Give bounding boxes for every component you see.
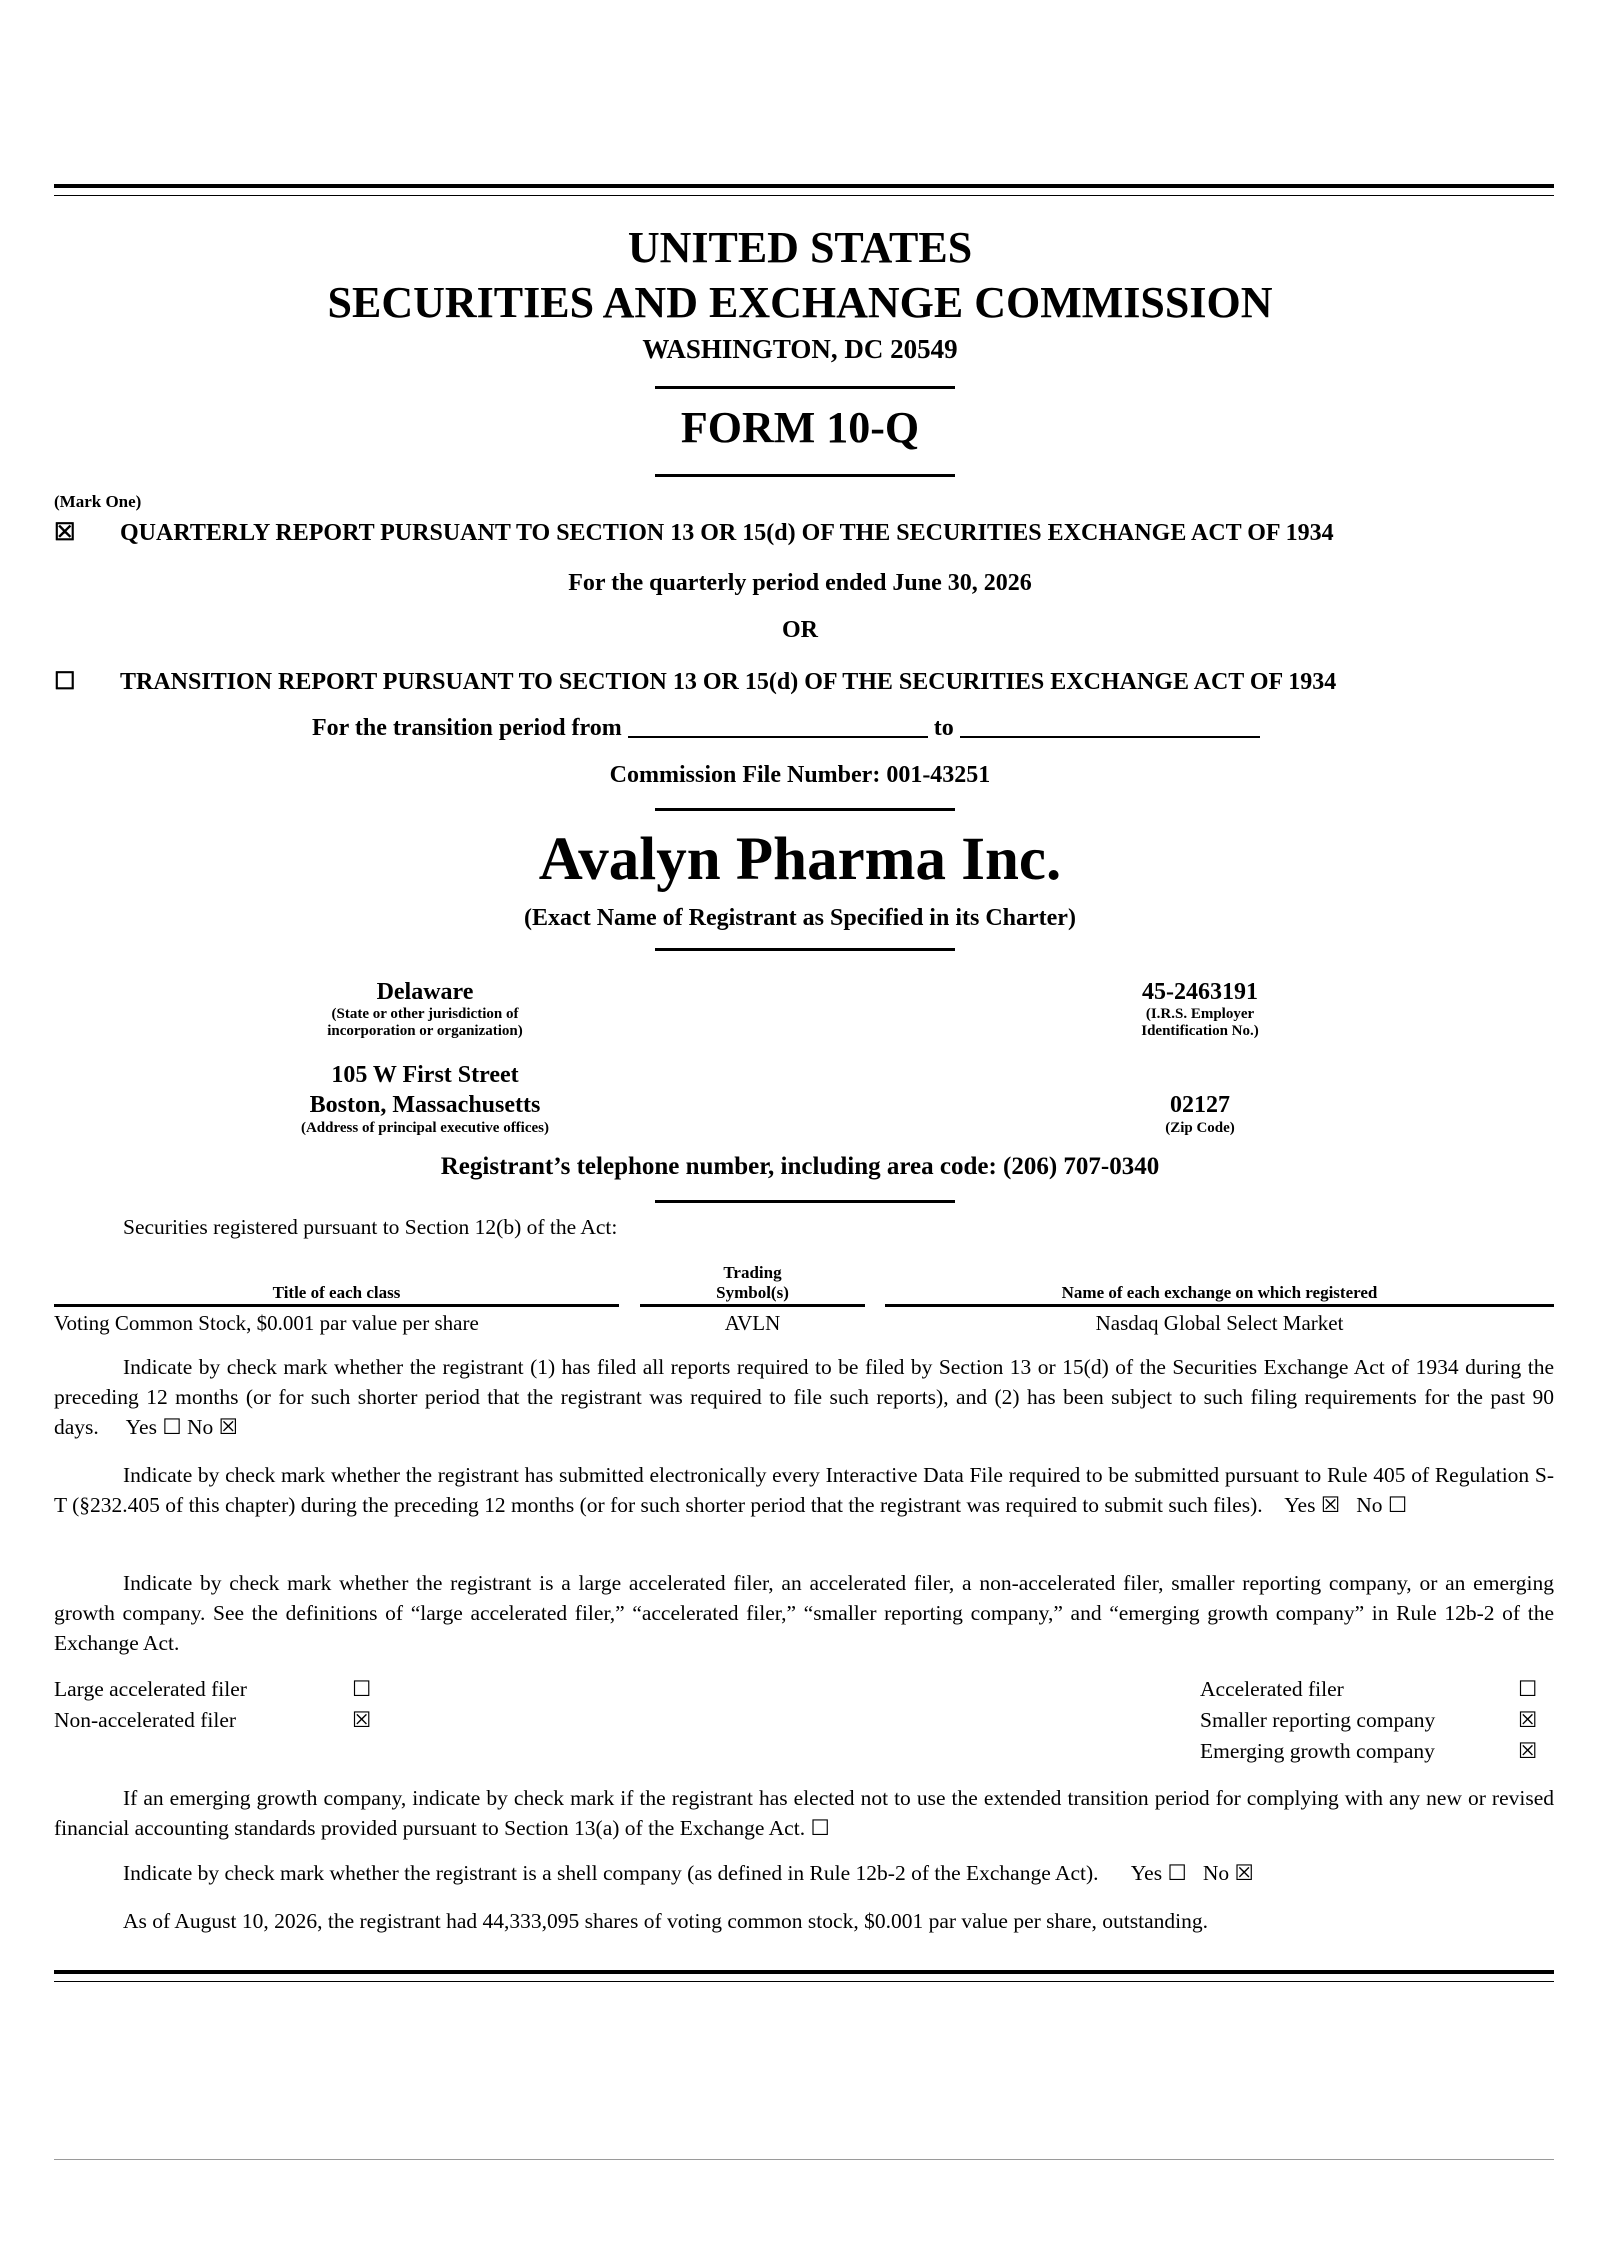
paragraph-shares-outstanding: As of August 10, 2026, the registrant had 44,333,095 shares of voting common stock, $0.001 par value per share, outstanding.: [123, 1909, 1208, 1933]
emerging-growth-company-checkbox[interactable]: ☒: [1518, 1739, 1538, 1763]
paragraph-filer-status: [54, 1568, 1554, 1658]
transition-to-label: to: [933, 715, 954, 741]
smaller-reporting-company-checkbox[interactable]: ☒: [1518, 1708, 1538, 1732]
zip-block: [1050, 1090, 1350, 1137]
paragraph-interactive-data-text: Indicate by check mark whether the registrant has submitted electronically every Interactive Data File required to be submitted pursuant to Rule 405 of Regulation S-T (§232.405 of this chapter) during the preceding 12 months (or for such shorter period that the registrant was required to submit such files).: [54, 1463, 1554, 1517]
paragraph-reports-filed: [54, 1352, 1554, 1442]
zip-caption: (Zip Code): [1165, 1120, 1235, 1136]
rule-below-form: [655, 474, 955, 477]
filer-right-column: [1200, 1674, 1435, 1767]
header-united-states: UNITED STATES: [627, 223, 973, 272]
col-symbol-header: [640, 1263, 865, 1307]
col-title-header: Title of each class: [54, 1283, 619, 1307]
ein-caption-1: (I.R.S. Employer: [1145, 1006, 1255, 1022]
header-sec: SECURITIES AND EXCHANGE COMMISSION: [327, 278, 1273, 327]
paragraph-emerging-growth-text: If an emerging growth company, indicate by check mark if the registrant has elected not to use the extended transition period for complying with any new or revised financial accounting standards provided pursuant to Section 13(a) of the Exchange Act. ☐: [54, 1786, 1554, 1840]
address-block: [225, 1060, 625, 1137]
quarterly-checkbox[interactable]: ☒: [54, 520, 76, 546]
rule-above-securities: [655, 1200, 955, 1203]
transition-from-blank[interactable]: [628, 714, 928, 738]
state-value: Delaware: [376, 979, 474, 1005]
non-accelerated-filer-checkbox[interactable]: ☒: [352, 1708, 372, 1732]
or-separator: OR: [782, 617, 818, 643]
ein-block: [1050, 978, 1350, 1040]
accelerated-filer-checkbox[interactable]: ☐: [1518, 1677, 1538, 1701]
filer-right-checks: [1518, 1674, 1537, 1767]
telephone-line: Registrant’s telephone number, including area code: (206) 707-0340: [440, 1153, 1160, 1180]
quarterly-report-label: QUARTERLY REPORT PURSUANT TO SECTION 13 OR 15(d) OF THE SECURITIES EXCHANGE ACT OF 1934: [120, 520, 1334, 546]
row-title-cell: Voting Common Stock, $0.001 par value per share: [54, 1311, 479, 1335]
quarterly-period: For the quarterly period ended June 30, 2026: [568, 570, 1032, 596]
state-caption-2: incorporation or organization): [327, 1023, 523, 1039]
emerging-growth-company-label: Emerging growth company: [1200, 1739, 1435, 1763]
registrant-name-caption: (Exact Name of Registrant as Specified in its Charter): [524, 905, 1076, 931]
col-exchange-header: Name of each exchange on which registered: [885, 1283, 1554, 1307]
registrant-name: Avalyn Pharma Inc.: [538, 826, 1062, 893]
row-symbol-cell: AVLN: [724, 1311, 781, 1335]
paragraph-filer-status-text: Indicate by check mark whether the registrant is a large accelerated filer, an accelerated filer, a non-accelerated filer, smaller reporting company, or an emerging growth company. See the definitions of “large accelerated filer,” “accelerated filer,” “smaller reporting company,” and “emerging growth company” in Rule 12b-2 of the Exchange Act.: [54, 1571, 1554, 1655]
transition-report-label: TRANSITION REPORT PURSUANT TO SECTION 13 OR 15(d) OF THE SECURITIES EXCHANGE ACT OF 1934: [120, 669, 1337, 695]
paragraph-interactive-data: [54, 1460, 1554, 1520]
rule-above-registrant: [655, 808, 955, 811]
zip-value: 02127: [1170, 1092, 1230, 1118]
paragraph-emerging-growth: [54, 1783, 1554, 1843]
paragraph-shell-company-text: Indicate by check mark whether the registrant is a shell company (as defined in Rule 12b-2 of the Exchange Act).: [123, 1861, 1099, 1885]
col-symbol-header-2: Symbol(s): [716, 1283, 789, 1302]
page-footer-rule: [54, 2159, 1554, 2160]
smaller-reporting-company-label: Smaller reporting company: [1200, 1708, 1436, 1732]
ein-value: 45-2463191: [1142, 979, 1258, 1005]
rule-below-registrant: [655, 948, 955, 951]
form-title: FORM 10-Q: [680, 403, 920, 452]
securities-intro: Securities registered pursuant to Section 12(b) of the Act:: [123, 1215, 618, 1239]
state-caption-1: (State or other jurisdiction of: [331, 1006, 519, 1022]
top-double-rule: [54, 184, 1554, 196]
transition-to-blank[interactable]: [960, 714, 1260, 738]
address-caption: (Address of principal executive offices): [300, 1120, 549, 1136]
paragraph-shell-company: [123, 1858, 1254, 1888]
transition-period-line: [312, 713, 1260, 743]
interactive-data-answer[interactable]: Yes ☒ No ☐: [1284, 1493, 1408, 1517]
header-washington: WASHINGTON, DC 20549: [642, 334, 958, 364]
mark-one-label: (Mark One): [54, 492, 142, 511]
transition-checkbox[interactable]: ☐: [54, 669, 76, 695]
filer-left-column: [54, 1674, 247, 1736]
accelerated-filer-label: Accelerated filer: [1200, 1677, 1344, 1701]
col-symbol-header-1: Trading: [723, 1263, 782, 1282]
large-accelerated-filer-label: Large accelerated filer: [54, 1677, 247, 1701]
bottom-double-rule: [54, 1970, 1554, 1982]
reports-filed-answer[interactable]: Yes ☐ No ☒: [125, 1415, 238, 1439]
commission-file-number: Commission File Number: 001-43251: [609, 762, 991, 788]
address-line-1: 105 W First Street: [331, 1062, 519, 1088]
transition-from-label: For the transition period from: [312, 715, 622, 741]
rule-above-form: [655, 386, 955, 389]
large-accelerated-filer-checkbox[interactable]: ☐: [352, 1677, 372, 1701]
state-block: [225, 978, 625, 1040]
non-accelerated-filer-label: Non-accelerated filer: [54, 1708, 237, 1732]
row-exchange-cell: Nasdaq Global Select Market: [1095, 1311, 1344, 1335]
paragraph-reports-filed-text: Indicate by check mark whether the registrant (1) has filed all reports required to be filed by Section 13 or 15(d) of the Securities Exchange Act of 1934 during the preceding 12 months (or for such shorter period that the registrant was required to file such reports), and (2) has been subject to such filing requirements for the past 90 days.: [54, 1355, 1554, 1439]
ein-caption-2: Identification No.): [1141, 1023, 1259, 1039]
shell-company-answer[interactable]: Yes ☐ No ☒: [1130, 1861, 1254, 1885]
filer-left-checks: [352, 1674, 371, 1736]
address-line-2: Boston, Massachusetts: [309, 1092, 541, 1118]
